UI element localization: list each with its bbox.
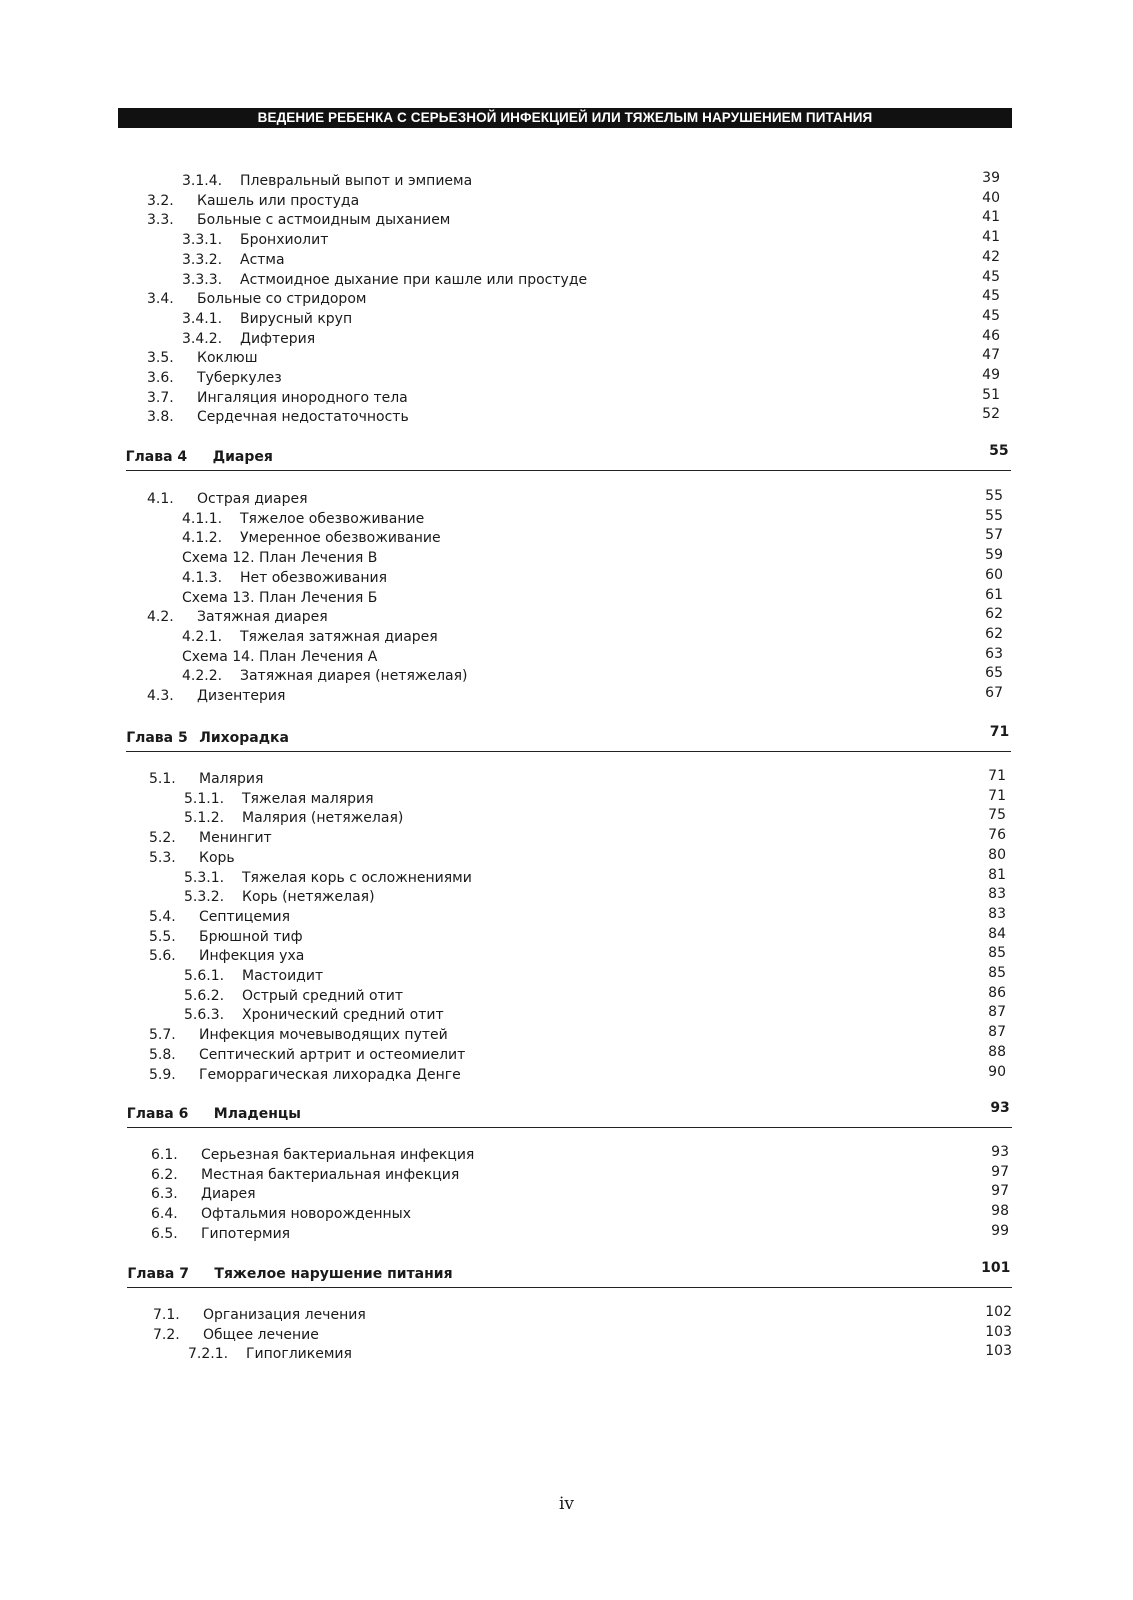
toc-entry-page-number: 40 <box>982 189 1000 206</box>
toc-entry-title: Тяжелая корь с осложнениями <box>242 869 472 886</box>
toc-entry-number: 5.6.1. <box>184 968 225 984</box>
toc-entry-title: Схема 14. План Лечения А <box>182 648 378 665</box>
toc-entry-title: Мастоидит <box>242 968 324 984</box>
toc-entry-page-number: 65 <box>985 665 1003 682</box>
toc-entry-title: Затяжная диарея (нетяжелая) <box>240 668 468 685</box>
toc-entry <box>0 191 1133 211</box>
toc-entry <box>0 407 1133 427</box>
chapter-title: Тяжелое нарушение питания <box>214 1266 453 1282</box>
toc-entry-number: 6.2. <box>151 1166 178 1183</box>
toc-entry <box>0 627 1133 647</box>
toc-entry-page-number: 87 <box>988 1024 1006 1041</box>
chapter-heading <box>126 1100 1012 1128</box>
toc-entry-number: 3.3.1. <box>182 232 223 249</box>
toc-entry-number: 5.7. <box>149 1027 176 1044</box>
toc-entry-number: 3.3.2. <box>182 251 223 268</box>
toc-entry-number: 6.1. <box>151 1147 178 1163</box>
toc-entry-page-number: 41 <box>982 229 1000 246</box>
toc-entry <box>0 230 1133 250</box>
toc-entry-title: Туберкулез <box>197 370 282 386</box>
toc-entry-title: Корь <box>199 849 235 866</box>
chapter-page-number: 93 <box>990 1100 1010 1116</box>
toc-entry-title: Септицемия <box>199 908 291 925</box>
toc-entry-title: Острая диарея <box>197 491 308 507</box>
toc-entry-page-number: 39 <box>982 170 1000 186</box>
toc-entry-page-number: 67 <box>985 685 1003 701</box>
toc-entry-title: Серьезная бактериальная инфекция <box>201 1147 475 1163</box>
toc-entry <box>0 907 1133 927</box>
toc-entry <box>0 808 1133 828</box>
toc-entry <box>0 1305 1133 1325</box>
toc-entry-page-number: 103 <box>985 1323 1012 1340</box>
toc-entry <box>0 946 1133 966</box>
toc-entry <box>0 250 1133 270</box>
toc-entry <box>0 1344 1133 1364</box>
toc-entry-page-number: 47 <box>982 347 1000 364</box>
toc-entry-title: Коклюш <box>197 350 258 367</box>
toc-entry-page-number: 62 <box>985 606 1003 623</box>
toc-entry-page-number: 99 <box>991 1222 1009 1239</box>
toc-entry-title: Умеренное обезвоживание <box>240 530 441 547</box>
toc-entry <box>0 388 1133 408</box>
toc-entry <box>0 1025 1133 1045</box>
toc-entry-title: Астмоидное дыхание при кашле или простуде <box>240 271 588 288</box>
toc-entry-title: Септический артрит и остеомиелит <box>199 1046 466 1063</box>
chapter-label: Глава 5 <box>126 730 188 746</box>
toc-entry-number: 3.6. <box>147 370 174 386</box>
toc-entry-number: 3.3.3. <box>182 271 223 288</box>
toc-entry-title: Дифтерия <box>240 330 316 347</box>
toc-entry-title: Гипотермия <box>201 1225 291 1242</box>
toc-entry <box>0 986 1133 1006</box>
toc-entry-number: 7.2. <box>153 1326 180 1343</box>
toc-entry-page-number: 86 <box>988 984 1006 1001</box>
chapter-label: Глава 4 <box>125 449 188 465</box>
toc-entry-page-number: 41 <box>982 209 1000 226</box>
toc-entry-title: Кашель или простуда <box>197 192 360 209</box>
toc-entry-page-number: 55 <box>985 507 1003 524</box>
chapter-page-number: 71 <box>989 724 1010 740</box>
toc-entry-number: 7.1. <box>153 1307 180 1323</box>
toc-entry-page-number: 83 <box>988 905 1006 922</box>
toc-entry-title: Дизентерия <box>197 688 286 704</box>
toc-entry <box>0 1065 1133 1085</box>
toc-entry-number: 5.3.1. <box>184 869 225 886</box>
toc-entry <box>0 171 1133 191</box>
toc-entry <box>0 329 1133 349</box>
toc-entry-title: Вирусный круп <box>240 310 353 327</box>
chapter-title: Лихорадка <box>199 730 289 746</box>
toc-entry-title: Брюшной тиф <box>199 928 303 945</box>
toc-entry-number: 3.4.1. <box>182 310 223 327</box>
toc-entry <box>0 489 1133 509</box>
toc-entry-page-number: 71 <box>988 768 1006 784</box>
toc-entry-page-number: 80 <box>988 846 1006 863</box>
toc-entry-title: Общее лечение <box>203 1326 319 1343</box>
toc-entry-number: 3.7. <box>147 389 174 406</box>
toc-entry-number: 5.3. <box>149 849 176 866</box>
toc-entry-page-number: 93 <box>991 1144 1009 1160</box>
toc-entry <box>0 1325 1133 1345</box>
toc-entry-page-number: 103 <box>985 1343 1012 1360</box>
chapter-label: Глава 7 <box>127 1266 189 1282</box>
toc-entry-page-number: 63 <box>985 645 1003 662</box>
toc-entry-page-number: 97 <box>991 1183 1009 1200</box>
toc-entry <box>0 1005 1133 1025</box>
toc-entry-page-number: 55 <box>985 488 1003 504</box>
toc-entry-page-number: 98 <box>991 1203 1009 1220</box>
toc-entry-page-number: 97 <box>991 1163 1009 1180</box>
toc-entry <box>0 1145 1133 1165</box>
toc-entry <box>0 666 1133 686</box>
toc-entry-title: Схема 13. План Лечения Б <box>182 589 378 606</box>
toc-entry-title: Менингит <box>199 830 272 847</box>
toc-entry-page-number: 49 <box>982 367 1000 383</box>
toc-entry <box>0 647 1133 667</box>
toc-entry-title: Астма <box>240 251 285 268</box>
toc-entry-title: Бронхиолит <box>240 232 329 249</box>
chapter-title: Диарея <box>212 449 273 465</box>
toc-entry <box>0 868 1133 888</box>
toc-entry-number: 3.8. <box>147 409 174 426</box>
toc-entry-number: 4.1.3. <box>182 569 223 586</box>
toc-entry-number: 4.1.1. <box>182 510 223 527</box>
toc-entry-page-number: 85 <box>988 965 1006 981</box>
toc-entry-page-number: 83 <box>988 886 1006 903</box>
toc-entry-number: 3.4.2. <box>182 330 223 347</box>
toc-entry-title: Тяжелая затяжная диарея <box>240 628 438 645</box>
toc-entry-title: Организация лечения <box>203 1307 366 1323</box>
toc-entry <box>0 210 1133 230</box>
toc-entry <box>0 927 1133 947</box>
toc-entry-page-number: 90 <box>988 1063 1006 1080</box>
toc-entry <box>0 848 1133 868</box>
chapter-heading <box>126 724 1011 752</box>
toc-entry-number: 4.1. <box>147 491 174 507</box>
toc-entry-number: 5.8. <box>149 1046 176 1063</box>
toc-entry-title: Больные с астмоидным дыханием <box>197 212 451 229</box>
toc-entry-page-number: 45 <box>982 288 1000 305</box>
toc-entry-title: Диарея <box>201 1186 256 1203</box>
toc-entry-number: 7.2.1. <box>188 1346 229 1363</box>
toc-entry <box>0 1045 1133 1065</box>
toc-entry-page-number: 61 <box>985 586 1003 603</box>
toc-entry-title: Корь (нетяжелая) <box>242 889 375 906</box>
toc-entry <box>0 368 1133 388</box>
toc-entry-title: Острый средний отит <box>242 987 404 1004</box>
toc-entry-page-number: 102 <box>985 1304 1012 1320</box>
toc-entry-number: 5.1.1. <box>184 790 225 807</box>
toc-entry-number: 4.1.2. <box>182 530 223 547</box>
toc-entry <box>0 1224 1133 1244</box>
toc-entry-title: Больные со стридором <box>197 291 367 308</box>
toc-entry <box>0 789 1133 809</box>
toc-entry-number: 4.2.1. <box>182 628 223 645</box>
toc-entry-number: 4.2. <box>147 609 174 626</box>
toc-entry <box>0 607 1133 627</box>
toc-entry-page-number: 46 <box>982 327 1000 344</box>
toc-entry-number: 3.1.4. <box>182 173 223 189</box>
toc-entry-number: 6.3. <box>151 1186 178 1203</box>
toc-entry <box>0 1204 1133 1224</box>
chapter-page-number: 55 <box>989 443 1009 459</box>
toc-entry-number: 4.2.2. <box>182 668 223 685</box>
toc-entry-page-number: 85 <box>988 945 1006 962</box>
toc-entry-title: Хронический средний отит <box>242 1007 444 1024</box>
toc-entry <box>0 509 1133 529</box>
toc-entry-number: 6.4. <box>151 1206 178 1223</box>
toc-entry-number: 5.2. <box>149 830 176 847</box>
toc-entry <box>0 828 1133 848</box>
toc-entry-number: 3.4. <box>147 291 174 308</box>
toc-entry-title: Схема 12. План Лечения В <box>182 550 378 567</box>
toc-entry-title: Офтальмия новорожденных <box>201 1206 411 1223</box>
toc-entry-page-number: 88 <box>988 1043 1006 1060</box>
toc-entry-number: 3.2. <box>147 192 174 209</box>
toc-entry <box>0 1165 1133 1185</box>
toc-entry-number: 5.9. <box>149 1066 176 1083</box>
toc-entry-number: 5.6. <box>149 948 176 965</box>
toc-entry <box>0 966 1133 986</box>
toc-entry-title: Гипогликемия <box>246 1346 352 1363</box>
toc-entry <box>0 289 1133 309</box>
toc-entry-page-number: 45 <box>982 268 1000 285</box>
toc-entry <box>0 1184 1133 1204</box>
toc-entry-number: 3.5. <box>147 350 174 367</box>
toc-entry-page-number: 42 <box>982 248 1000 265</box>
toc-entry-number: 3.3. <box>147 212 174 229</box>
toc-entry <box>0 686 1133 706</box>
toc-entry-page-number: 52 <box>982 406 1000 423</box>
toc-entry-number: 6.5. <box>151 1225 178 1242</box>
toc-entry-title: Затяжная диарея <box>197 609 328 626</box>
toc-entry-page-number: 62 <box>985 625 1003 642</box>
toc-entry-page-number: 76 <box>988 827 1006 844</box>
toc-entry-title: Геморрагическая лихорадка Денге <box>199 1066 461 1083</box>
toc-entry <box>0 588 1133 608</box>
chapter-heading <box>125 443 1011 471</box>
toc-entry-number: 5.6.2. <box>184 987 225 1004</box>
toc-entry <box>0 270 1133 290</box>
toc-entry-title: Ингаляция инородного тела <box>197 389 408 406</box>
toc-entry-page-number: 84 <box>988 925 1006 942</box>
toc-entry-title: Малярия <box>199 771 264 787</box>
toc-entry-page-number: 87 <box>988 1004 1006 1021</box>
toc-entry-page-number: 81 <box>988 866 1006 883</box>
toc-entry-number: 5.1. <box>149 771 176 787</box>
chapter-label: Глава 6 <box>126 1106 189 1122</box>
toc-entry-title: Малярия (нетяжелая) <box>242 810 404 827</box>
toc-entry-page-number: 57 <box>985 527 1003 544</box>
toc-entry <box>0 528 1133 548</box>
toc-entry <box>0 548 1133 568</box>
toc-entry-title: Нет обезвоживания <box>240 569 388 586</box>
toc-entry-page-number: 59 <box>985 547 1003 564</box>
toc-entry-title: Инфекция мочевыводящих путей <box>199 1027 448 1044</box>
toc-entry-number: 5.4. <box>149 908 176 925</box>
toc-entry-page-number: 60 <box>985 566 1003 583</box>
toc-entry-number: 5.5. <box>149 928 176 945</box>
toc-entry-title: Местная бактериальная инфекция <box>201 1166 460 1183</box>
toc-entry-number: 5.1.2. <box>184 810 225 827</box>
toc-entry <box>0 887 1133 907</box>
toc-entry-title: Инфекция уха <box>199 948 305 965</box>
toc-entry <box>0 769 1133 789</box>
toc-entry-title: Сердечная недостаточность <box>197 409 409 426</box>
chapter-title: Младенцы <box>213 1106 301 1122</box>
toc-entry-number: 5.3.2. <box>184 889 225 906</box>
chapter-heading <box>127 1260 1012 1288</box>
toc-entry <box>0 309 1133 329</box>
toc-entry-number: 5.6.3. <box>184 1007 225 1024</box>
chapter-page-number: 101 <box>981 1260 1011 1276</box>
toc-entry-title: Плевральный выпот и эмпиема <box>240 173 473 189</box>
page-number: iv <box>558 1494 575 1514</box>
toc-entry-title: Тяжелое обезвоживание <box>240 510 425 527</box>
toc-entry <box>0 568 1133 588</box>
toc-entry-title: Тяжелая малярия <box>242 790 374 807</box>
running-header: ВЕДЕНИЕ РЕБЕНКА С СЕРЬЕЗНОЙ ИНФЕКЦИЕЙ ИЛИ ТЯЖЕЛЫМ НАРУШЕНИЕМ ПИТАНИЯ <box>118 108 1012 128</box>
toc-entry-page-number: 45 <box>982 307 1000 324</box>
toc-entry-number: 4.3. <box>147 688 174 704</box>
toc-entry <box>0 348 1133 368</box>
toc-entry-page-number: 75 <box>988 807 1006 824</box>
toc-entry-page-number: 71 <box>988 787 1006 804</box>
toc-entry-page-number: 51 <box>982 386 1000 403</box>
